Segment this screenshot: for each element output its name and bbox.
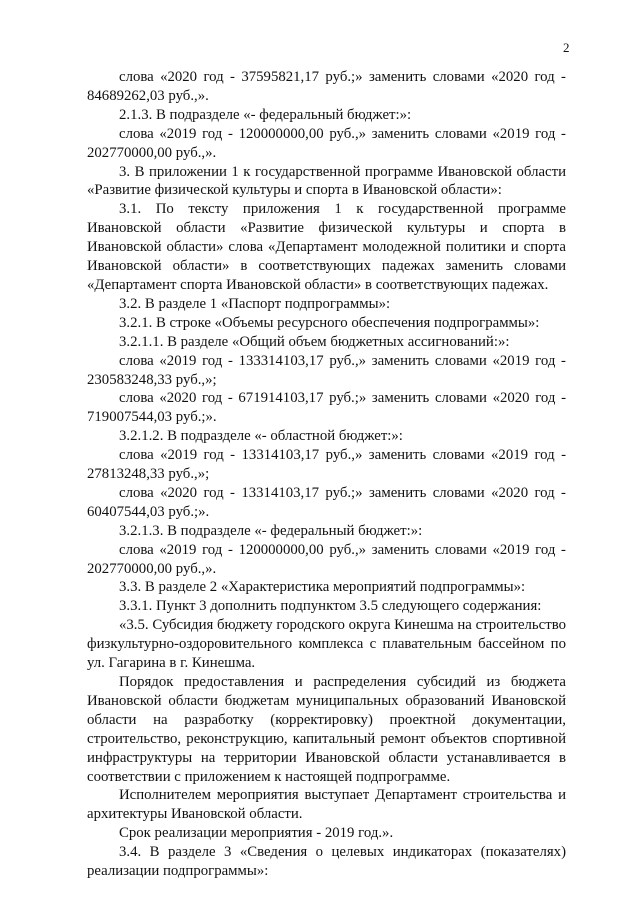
paragraph-21: Срок реализации мероприятия - 2019 год.». [119, 825, 394, 842]
paragraph-11: 3.2.1.2. В подразделе «- областной бюджет:»: [119, 428, 403, 445]
document-body [87, 68, 566, 881]
paragraph-7: 3.2.1. В строке «Объемы ресурсного обеспечения подпрограммы»: [119, 314, 540, 331]
paragraph-18: «3.5. Субсидия бюджету городского округа Кинешма на строительство физкультурно-оздоровительного комплекса с плавательным бассейном по ул. Гагарина в г. Кинешма. [87, 617, 566, 672]
paragraph-4: 3. В приложении 1 к государственной программе Ивановской области «Развитие физической культуры и спорта в Ивановской области»: [87, 163, 566, 199]
paragraph-22: 3.4. В разделе 3 «Сведения о целевых индикаторах (показателях) реализации подпрограммы»: [87, 844, 566, 880]
paragraph-16: 3.3. В разделе 2 «Характеристика мероприятий подпрограммы»: [119, 579, 526, 596]
paragraph-14: 3.2.1.3. В подразделе «- федеральный бюджет:»: [119, 522, 423, 539]
paragraph-9: слова «2019 год - 133314103,17 руб.,» заменить словами «2019 год - 230583248,33 руб.,»; [87, 352, 566, 388]
paragraph-19: Порядок предоставления и распределения субсидий из бюджета Ивановской области бюджетам муниципальных образований Ивановской области на разработку (корректировку) проектной документации, строительство, реконструкцию, капитальный ремонт объектов спортивной инфраструктуры на территории Ивановской области устанавливается в соответствии с приложением к настоящей подпрограмме. [87, 674, 566, 785]
paragraph-17: 3.3.1. Пункт 3 дополнить подпунктом 3.5 следующего содержания: [119, 598, 542, 615]
paragraph-13: слова «2020 год - 13314103,17 руб.;» заменить словами «2020 год - 60407544,03 руб.;». [87, 484, 566, 520]
paragraph-1: слова «2020 год - 37595821,17 руб.;» заменить словами «2020 год - 84689262,03 руб.,». [87, 69, 566, 104]
paragraph-15: слова «2019 год - 120000000,00 руб.,» заменить словами «2019 год - 202770000,00 руб.,». [87, 541, 566, 577]
page-number: 2 [563, 40, 570, 55]
paragraph-12: слова «2019 год - 13314103,17 руб.,» заменить словами «2019 год - 27813248,33 руб.,»; [87, 447, 566, 483]
paragraph-8: 3.2.1.1. В разделе «Общий объем бюджетных ассигнований:»: [119, 333, 510, 350]
paragraph-6: 3.2. В разделе 1 «Паспорт подпрограммы»: [119, 295, 391, 312]
paragraph-20: Исполнителем мероприятия выступает Департамент строительства и архитектуры Ивановской области. [87, 787, 566, 823]
paragraph-3: слова «2019 год - 120000000,00 руб.,» заменить словами «2019 год - 202770000,00 руб.,». [87, 125, 566, 161]
paragraph-2: 2.1.3. В подразделе «- федеральный бюджет:»: [119, 106, 412, 123]
paragraph-5: 3.1. По тексту приложения 1 к государственной программе Ивановской области «Развитие физической культуры и спорта в Ивановской области» слова «Департамент молодежной политики и спорта Ивановской области» в соответствующих падежах заменить словами «Департамент спорта Ивановской области» в соответствующих падежах. [87, 201, 566, 293]
paragraph-10: слова «2020 год - 671914103,17 руб.;» заменить словами «2020 год - 719007544,03 руб.;». [87, 390, 566, 426]
